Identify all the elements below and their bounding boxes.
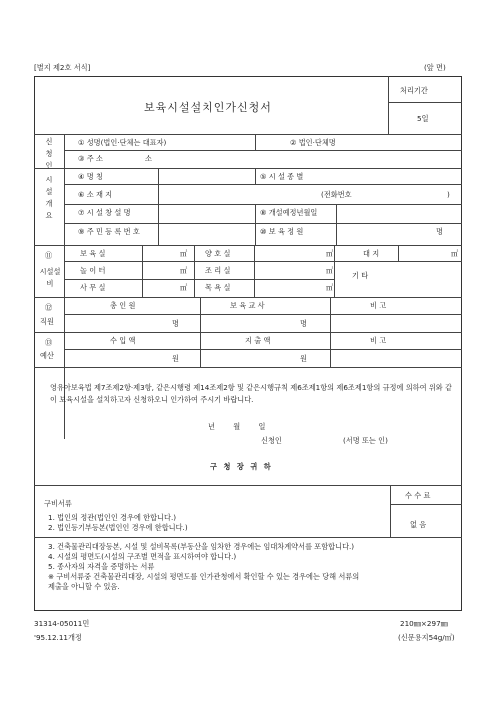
processing-period-value: 5일 (417, 114, 429, 123)
facility-location-label: ⑥ 소 재 지 (78, 190, 113, 199)
document-item: 1. 법인의 정관(법인인 경우에 한합니다.) (48, 513, 177, 522)
form-title: 보육시설설치인가신청서 (144, 101, 272, 114)
office-label: 사 무 실 (80, 283, 106, 292)
signature-note: (서명 또는 인) (343, 436, 388, 445)
paper-size: 210㎜×297㎜ (400, 619, 448, 628)
facility-type-label: ⑤ 시 설 종 별 (260, 172, 304, 181)
documents-heading: 구비서류 (44, 499, 72, 508)
applicant-signature-label: 신청인 (261, 436, 282, 445)
equipment-section-number: ⑪ (45, 251, 53, 260)
document-item: 3. 건축물관리대장등본, 시설 및 설비목록(부동산을 임차한 경우에는 임대차계약서를 포함합니다.) (48, 542, 355, 551)
document-item: 2. 법인등기부등본(법인인 경우에 한합니다.) (48, 523, 188, 532)
processing-period-label: 처리기간 (400, 86, 428, 95)
applicant-section-label: 신청인 (45, 137, 53, 170)
document-note-cont: 제출을 아니할 수 있음. (48, 582, 120, 591)
staff-section-label: 직원 (40, 317, 54, 326)
budget-section-number: ⑬ (45, 338, 53, 347)
opening-date-label: ⑧ 개설예정년월일 (260, 208, 318, 217)
paper-type: (신문용지54g/㎡) (398, 633, 455, 642)
document-item: 4. 시설의 평면도(시설의 구조별 면적을 표시하여야 합니다.) (48, 552, 237, 561)
form-number: [별지 제2호 서식] (34, 63, 91, 72)
staff-remarks-header: 비 고 (370, 301, 387, 310)
teachers-header: 보 육 교 사 (230, 301, 265, 310)
bathroom-label: 목 욕 실 (205, 283, 231, 292)
capacity-label: ⑩ 보 육 정 원 (260, 227, 304, 236)
facility-section-label: 시설개요 (45, 175, 53, 220)
kitchen-label: 조 리 실 (205, 266, 231, 275)
page-side: (앞 면) (424, 63, 446, 72)
infirmary-label: 양 호 실 (205, 249, 231, 258)
playground-label: 놀 이 터 (80, 266, 106, 275)
recipient: 구 청 장 귀 하 (210, 462, 273, 471)
budget-section-label: 예산 (40, 351, 54, 360)
facility-name-label: ④ 명 칭 (78, 172, 103, 181)
income-header: 수 입 액 (110, 336, 136, 345)
document-note: ※ 구비서류중 건축물관리대장, 시설의 평면도를 인가관청에서 확인할 수 있는 경우에는 당해 서류의 (48, 572, 360, 581)
other-label: 기 타 (352, 271, 369, 280)
expense-header: 지 출 액 (245, 336, 271, 345)
applicant-address-label: ③ 주 소 (78, 154, 103, 163)
resident-number-label: ⑨ 주 민 등 록 번 호 (78, 227, 140, 236)
fee-label: 수 수 료 (405, 491, 431, 500)
land-label: 대 지 (363, 249, 380, 258)
fee-value: 없 음 (410, 520, 427, 529)
budget-remarks-header: 비 고 (370, 336, 387, 345)
founder-name-label: ⑦ 시 설 창 설 명 (78, 208, 131, 217)
application-date: 년 월 일 (208, 422, 266, 431)
facility-phone-label: (전화번호 (321, 190, 352, 199)
revision-date: '95.12.11개정 (34, 633, 82, 642)
form-code: 31314-05011민 (34, 619, 90, 628)
application-statement: 영유아보육법 제7조제2항·제3항, 같은시행령 제14조제2항 및 같은시행규칙 제6조제1항의 제6조제1항의 규정에 의하여 위와 같이 보육시설을 설치하고자 신청하오니 인가하여 주시기 바랍니다. (50, 383, 452, 404)
document-item: 5. 종사자의 자격을 증명하는 서류 (48, 562, 155, 571)
corporation-name-label: ② 법인·단체명 (290, 138, 336, 147)
nursery-room-label: 보 육 실 (80, 249, 106, 258)
staff-section-number: ⑫ (45, 303, 53, 312)
capacity-unit: 명 (436, 227, 443, 236)
applicant-name-label: ① 성명(법인·단체는 대표자) (78, 138, 167, 147)
equipment-section-label: 시설설비 (39, 267, 61, 288)
total-staff-header: 총 인 원 (110, 301, 136, 310)
